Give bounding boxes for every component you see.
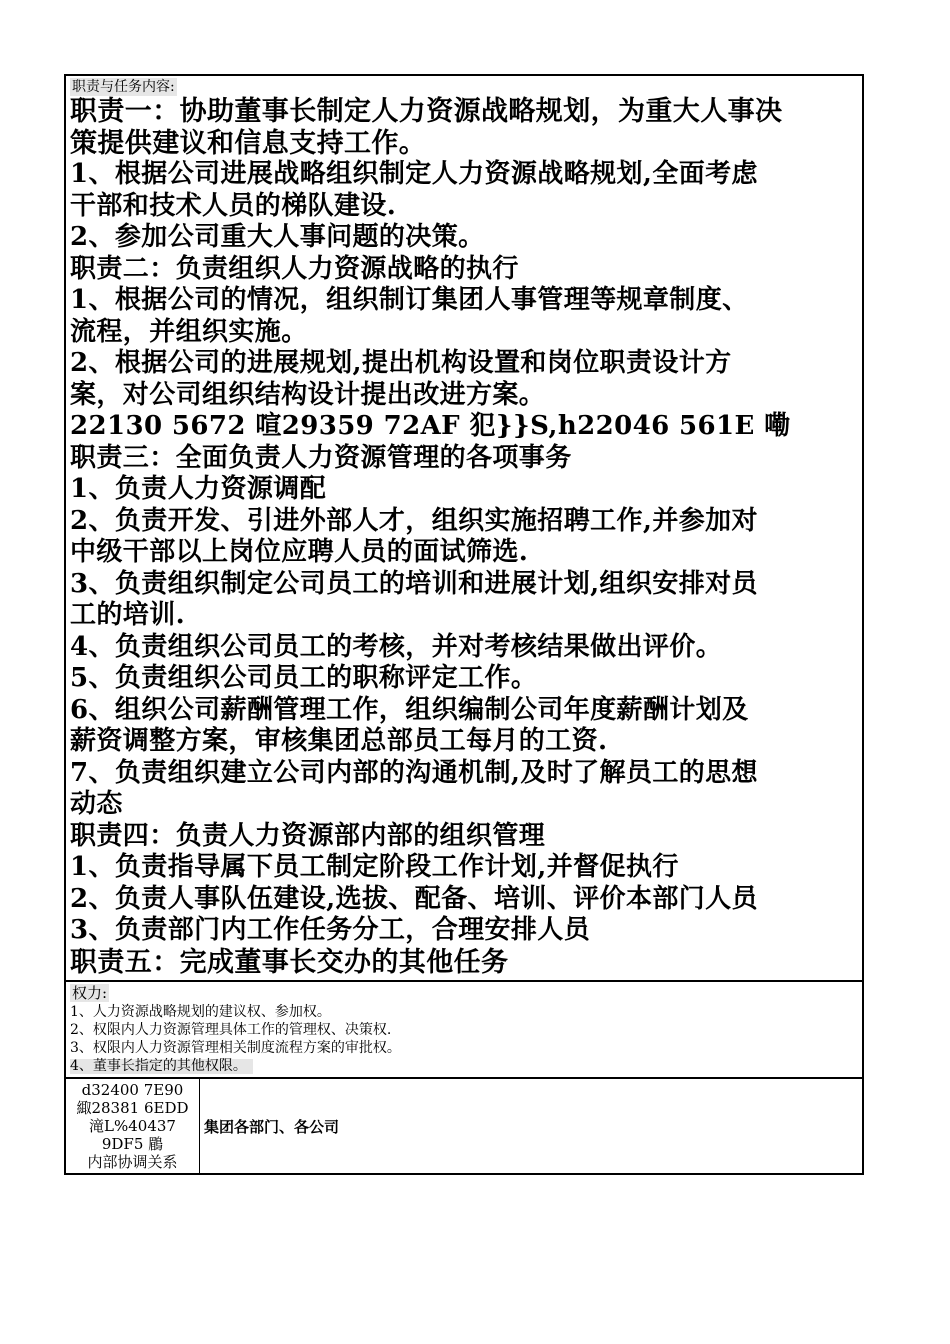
duty-line: 2、负责开发、引进外部人才，组织实施招聘工作,并参加对 xyxy=(70,505,758,536)
duty-line: 职责一：协助董事长制定人力资源战略规划，为重大人事决 xyxy=(70,96,783,127)
power-item: 2、权限内人力资源管理具体工作的管理权、决策权. xyxy=(70,1022,392,1038)
duty-line: 1、根据公司进展战略组织制定人力资源战略规划,全面考虑 xyxy=(70,159,758,189)
coordination-label-line: 内部协调关系 xyxy=(87,1153,178,1171)
coordination-label-line: 滝L%40437 xyxy=(89,1117,176,1135)
duty-line: 流程，并组织实施。 xyxy=(70,316,308,347)
duty-line: 5、负责组织公司员工的职称评定工作。 xyxy=(70,663,538,693)
duty-line: 1、根据公司的情况，组织制订集团人事管理等规章制度、 xyxy=(70,285,749,315)
power-item: 4、董事长指定的其他权限。 xyxy=(70,1057,858,1075)
duty-line: 中级干部以上岗位应聘人员的面试筛选. xyxy=(70,537,529,567)
duty-line: 薪资调整方案，审核集团总部员工每月的工资. xyxy=(70,726,608,756)
coordination-row xyxy=(66,1079,862,1173)
duty-line: 7、负责组织建立公司内部的沟通机制,及时了解员工的思想 xyxy=(70,757,758,788)
duty-line: 2、根据公司的进展规划,提出机构设置和岗位职责设计方 xyxy=(70,348,732,378)
coordination-value: 集团各部门、各公司 xyxy=(204,1117,340,1136)
duty-line: 干部和技术人员的梯队建设. xyxy=(70,190,397,221)
duty-line: 6、组织公司薪酬管理工作，组织编制公司年度薪酬计划及 xyxy=(70,694,749,725)
duty-line: 案，对公司组织结构设计提出改进方案。 xyxy=(70,379,546,410)
duties-header: 职责与任务内容: xyxy=(72,79,175,95)
duty-line: 4、负责组织公司员工的考核，并对考核结果做出评价。 xyxy=(70,631,723,662)
duty-line: 3、负责部门内工作任务分工，合理安排人员 xyxy=(70,915,591,945)
duty-line: 职责五：完成董事长交办的其他任务 xyxy=(70,946,509,978)
duty-line: 职责四：负责人力资源部内部的组织管理 xyxy=(70,820,546,851)
duty-line: 2、负责人事队伍建设,选拔、配备、培训、评价本部门人员 xyxy=(70,883,758,914)
duty-line: 动态 xyxy=(70,789,123,819)
power-item: 3、权限内人力资源管理相关制度流程方案的审批权。 xyxy=(70,1040,401,1056)
duties-list xyxy=(70,96,858,978)
duties-section xyxy=(66,76,862,982)
powers-header: 权力: xyxy=(72,984,108,1002)
duty-line: 1、负责人力资源调配 xyxy=(70,474,327,504)
duty-line: 22130 5672 喧29359 72AF 犯}}S,h22046 561E 嘞 xyxy=(70,411,791,441)
coordination-label-line: d32400 7E90 xyxy=(81,1081,184,1099)
coordination-label xyxy=(66,1079,200,1173)
duty-line: 2、参加公司重大人事问题的决策。 xyxy=(70,222,485,252)
duty-line: 策提供建议和信息支持工作。 xyxy=(70,127,427,159)
duty-line: 3、负责组织制定公司员工的培训和进展计划,组织安排对员 xyxy=(70,568,758,599)
duty-line: 工的培训. xyxy=(70,600,186,630)
coordination-label-line: 9DF5 鶥 xyxy=(101,1135,164,1153)
coordination-label-line: 緅28381 6EDD xyxy=(76,1099,189,1117)
powers-section xyxy=(66,982,862,1079)
power-item: 1、人力资源战略规划的建议权、参加权。 xyxy=(70,1004,331,1020)
duty-line: 1、负责指导属下员工制定阶段工作计划,并督促执行 xyxy=(70,852,679,882)
job-description-table xyxy=(64,74,864,1175)
duty-line: 职责二：负责组织人力资源战略的执行 xyxy=(70,253,519,284)
duty-line: 职责三：全面负责人力资源管理的各项事务 xyxy=(70,442,572,473)
